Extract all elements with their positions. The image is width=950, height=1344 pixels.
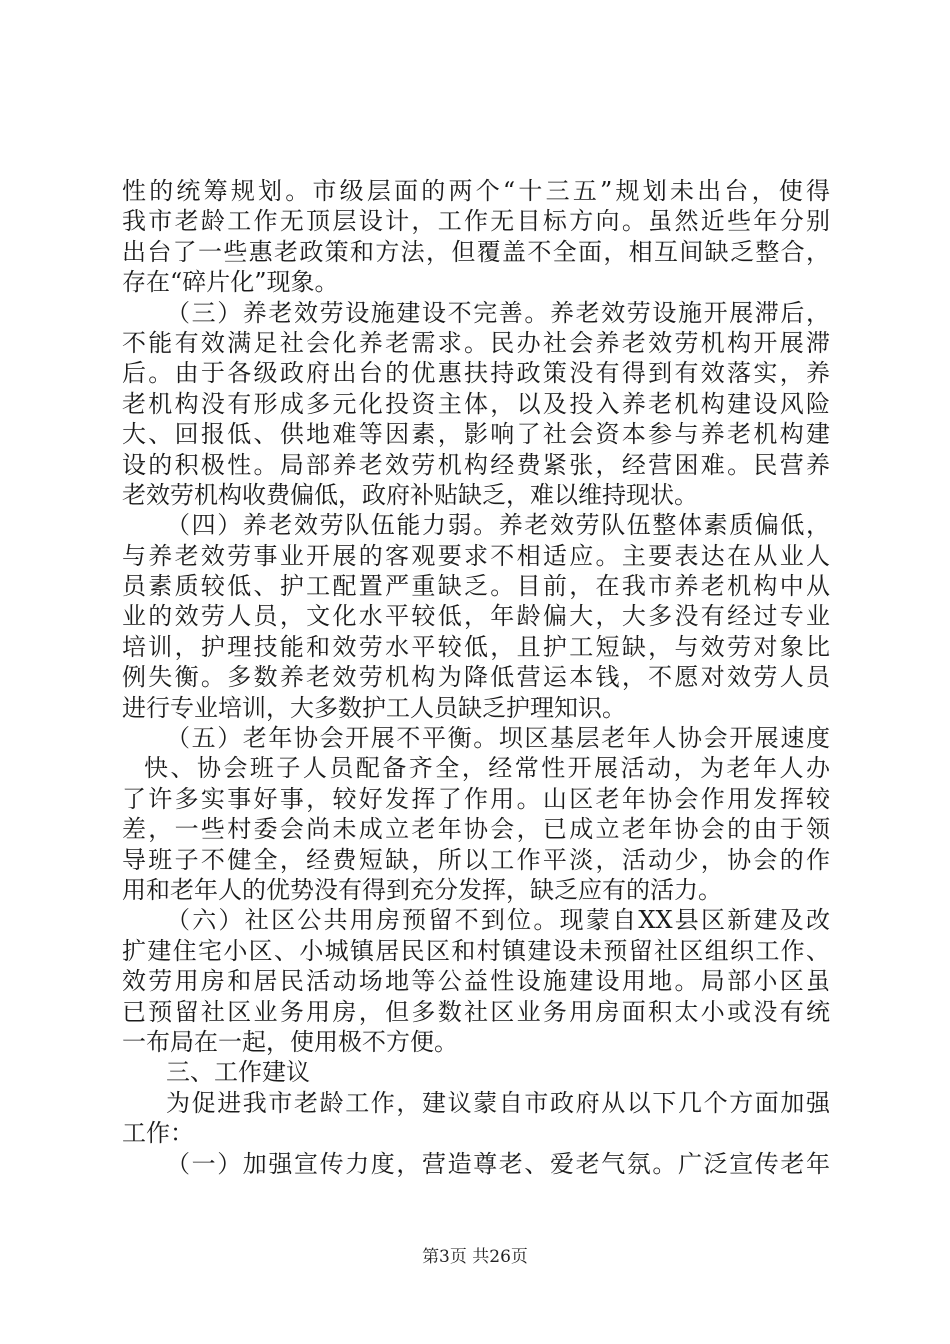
paragraph: [122, 723, 830, 905]
text-line: （一）加强宣传力度，营造尊老、爱老气氛。广泛宣传老年: [166, 1149, 830, 1178]
text-line: （四）养老效劳队伍能力弱。养老效劳队伍整体素质偏低，: [166, 511, 830, 540]
paragraph: [122, 905, 830, 1057]
text-line: 例失衡。多数养老效劳机构为降低营运本钱，不愿对效劳人员: [122, 663, 830, 692]
text-line: 性的统筹规划。市级层面的两个“十三五”规划未出台，使得: [122, 177, 830, 205]
paragraph: [122, 510, 830, 723]
text-line: 一布局在一起，使用极不方便。: [122, 1027, 458, 1056]
text-line: 员素质较低、护工配置严重缺乏。目前，在我市养老机构中从: [122, 572, 830, 601]
paragraph: [122, 1088, 830, 1149]
text-line: 设的积极性。局部养老效劳机构经费紧张，经营困难。民营养: [122, 450, 830, 479]
text-line: 与养老效劳事业开展的客观要求不相适应。主要表达在从业人: [122, 541, 830, 570]
page-footer: 第3页 共26页: [422, 1247, 528, 1267]
text-line: 导班子不健全，经费短缺，所以工作平淡，活动少，协会的作: [122, 845, 830, 874]
text-line: 老效劳机构收费偏低，政府补贴缺乏，难以维持现状。: [122, 480, 698, 509]
text-line: 大、回报低、供地难等因素，影响了社会资本参与养老机构建: [122, 420, 830, 449]
text-line: 差，一些村委会尚未成立老年协会，已成立老年协会的由于领: [122, 815, 830, 844]
text-line: 我市老龄工作无顶层设计，工作无目标方向。虽然近些年分别: [122, 207, 830, 236]
text-line: 了许多实事好事，较好发挥了作用。山区老年协会作用发挥较: [122, 784, 830, 813]
text-line: 三、工作建议: [166, 1058, 310, 1087]
text-line: （六）社区公共用房预留不到位。现蒙自XX县区新建及改: [166, 906, 830, 935]
text-line: 业的效劳人员，文化水平较低，年龄偏大，大多没有经过专业: [122, 602, 830, 631]
text-line: 不能有效满足社会化养老需求。民办社会养老效劳机构开展滞: [122, 328, 830, 357]
text-line: 存在“碎片化”现象。: [122, 268, 339, 297]
text-line: 已预留社区业务用房，但多数社区业务用房面积太小或没有统: [122, 997, 830, 1026]
text-line: 快、协会班子人员配备齐全，经常性开展活动，为老年人办: [144, 754, 830, 783]
text-line: 用和老年人的优势没有得到充分发挥，缺乏应有的活力。: [122, 875, 722, 904]
text-line: （三）养老效劳设施建设不完善。养老效劳设施开展滞后，: [166, 298, 830, 327]
text-line: 工作：: [122, 1119, 194, 1148]
text-line: 出台了一些惠老政策和方法，但覆盖不全面，相互间缺乏整合，: [122, 237, 830, 266]
paragraph: [122, 176, 830, 298]
text-line: 老机构没有形成多元化投资主体，以及投入养老机构建设风险: [122, 389, 830, 418]
text-line: 后。由于各级政府出台的优惠扶持政策没有得到有效落实，养: [122, 359, 830, 388]
text-line: （五）老年协会开展不平衡。坝区基层老年人协会开展速度: [166, 724, 830, 753]
text-line: 扩建住宅小区、小城镇居民区和村镇建设未预留社区组织工作、: [122, 936, 830, 965]
text-line: 效劳用房和居民活动场地等公益性设施建设用地。局部小区虽: [122, 967, 830, 996]
paragraph: [122, 1149, 830, 1179]
text-line: 为促进我市老龄工作，建议蒙自市政府从以下几个方面加强: [166, 1088, 830, 1117]
text-line: 进行专业培训，大多数护工人员缺乏护理知识。: [122, 693, 626, 722]
document-body: [122, 176, 830, 1179]
paragraph: [122, 1057, 830, 1087]
text-line: 培训，护理技能和效劳水平较低，且护工短缺，与效劳对象比: [122, 632, 830, 661]
paragraph: [122, 298, 830, 511]
